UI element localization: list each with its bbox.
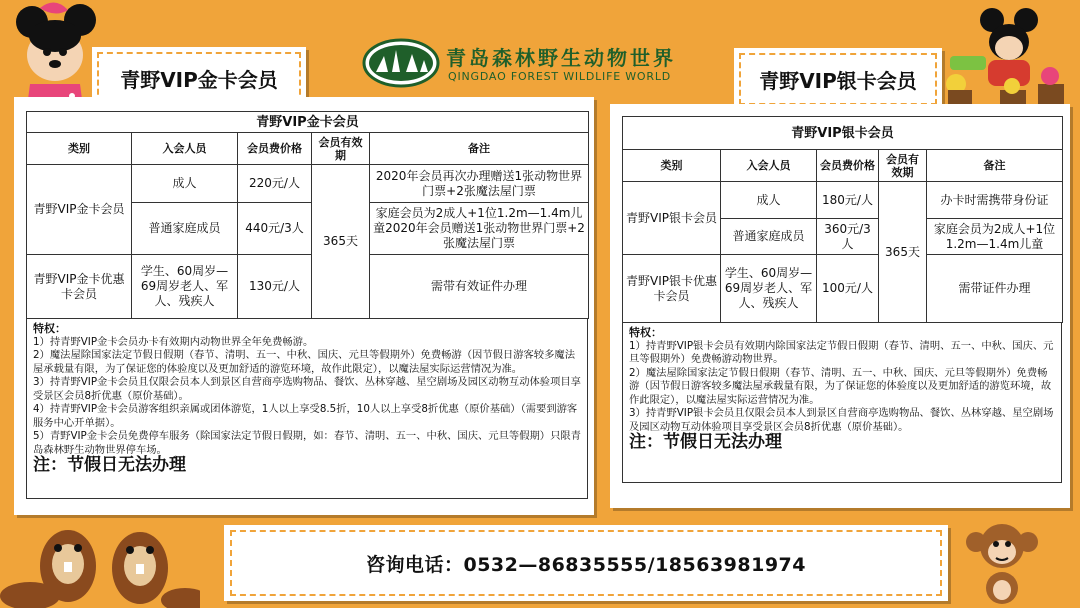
- gold-discount-note: 需带有效证件办理: [370, 255, 589, 319]
- silver-notes-box: [622, 323, 1062, 483]
- silver-family-note: 家庭会员为2成人+1位1.2m—1.4m儿童: [927, 219, 1063, 255]
- gold-discount-price: 130元/人: [238, 255, 312, 319]
- gold-validity: 365天: [312, 165, 370, 319]
- gold-category-standard: 青野VIP金卡会员: [27, 165, 132, 255]
- gold-family-person: 普通家庭成员: [132, 203, 238, 255]
- monkey-illustration: [962, 518, 1042, 606]
- silver-note-item: 3）持青野VIP银卡会员且仅限会员本人到景区自营商亭选购物品、餐饮、丛林穿越、星空剧场及园区动物互动体验项目享受景区会员8折优惠（原价基础）。: [629, 407, 1054, 433]
- silver-notes-title: 特权：: [629, 326, 662, 339]
- gold-heading: 青野VIP金卡会员: [97, 52, 301, 104]
- silver-discount-person: 学生、60周岁—69周岁老人、军人、残疾人: [721, 255, 817, 323]
- wildlife-logo-icon: [362, 38, 440, 88]
- silver-discount-price: 100元/人: [817, 255, 879, 323]
- silver-adult-note: 办卡时需携带身份证: [927, 182, 1063, 219]
- col-header-note: 备注: [370, 133, 589, 165]
- silver-adult-person: 成人: [721, 182, 817, 219]
- gold-note-item: 3）持青野VIP金卡会员且仅限会员本人到景区自营商亭选购物品、餐饮、丛林穿越、星空剧场及园区动物互动体验项目享受景区会员8折优惠（原价基础）。: [33, 376, 581, 402]
- silver-category-discount: 青野VIP银卡优惠卡会员: [623, 255, 721, 323]
- gold-panel: [14, 97, 594, 515]
- gold-note-item: 2）魔法屋除国家法定节假日假期（春节、清明、五一、中秋、国庆、元旦等假期外）免费畅游（因节假日游客较多魔法屋承载量有限，为了保证您的体验度以及更加舒适的游览环境，故作此限定），以魔法屋实际运营情况为准。: [33, 349, 575, 375]
- col-header-category: 类别: [623, 150, 721, 182]
- silver-family-person: 普通家庭成员: [721, 219, 817, 255]
- gold-discount-person: 学生、60周岁—69周岁老人、军人、残疾人: [132, 255, 238, 319]
- brand-name-cn: 青岛森林野生动物世界: [446, 46, 676, 70]
- contact-phone[interactable]: 咨询电话：0532—86835555/18563981974: [230, 530, 942, 596]
- silver-heading: 青野VIP银卡会员: [739, 53, 937, 105]
- col-header-member: 入会人员: [721, 150, 817, 182]
- silver-table: [622, 116, 1063, 323]
- brand-logo: [362, 38, 702, 90]
- mickey-gardening-illustration: [940, 6, 1076, 116]
- silver-family-price: 360元/3人: [817, 219, 879, 255]
- silver-discount-note: 需带证件办理: [927, 255, 1063, 323]
- col-header-price: 会员费价格: [238, 133, 312, 165]
- gold-family-note: 家庭会员为2成人+1位1.2m—1.4m儿童2020年会员赠送1张动物世界门票+2张魔法屋门票: [370, 203, 589, 255]
- gold-category-discount: 青野VIP金卡优惠卡会员: [27, 255, 132, 319]
- gold-warning: 注：节假日无法办理: [33, 455, 186, 475]
- brand-name-en: QINGDAO FOREST WILDLIFE WORLD: [448, 70, 672, 83]
- gold-notes-title: 特权：: [33, 322, 66, 335]
- silver-category-standard: 青野VIP银卡会员: [623, 182, 721, 255]
- col-header-category: 类别: [27, 133, 132, 165]
- silver-adult-price: 180元/人: [817, 182, 879, 219]
- silver-heading-box: [734, 48, 942, 110]
- contact-box: [224, 525, 948, 601]
- silver-note-item: 2）魔法屋除国家法定节假日假期（春节、清明、五一、中秋、国庆、元旦等假期外）免费畅游（因节假日游客较多魔法屋承载量有限，为了保证您的体验度以及更加舒适的游览环境，故作此限定），以魔法屋实际运营情况为准。: [629, 366, 1052, 406]
- gold-notes-box: [26, 319, 588, 499]
- gold-table-title: 青野VIP金卡会员: [27, 112, 589, 133]
- silver-table-title: 青野VIP银卡会员: [623, 117, 1063, 150]
- gold-table: [26, 111, 589, 319]
- silver-panel: [610, 104, 1070, 508]
- gold-content: [26, 111, 601, 499]
- gold-adult-person: 成人: [132, 165, 238, 203]
- gold-note-item: 5）青野VIP金卡会员免费停车服务（除国家法定节假日假期，如：春节、清明、五一、中秋、国庆、元旦等假期）只限青岛森林野生动物世界停车场。: [33, 430, 581, 456]
- gold-note-item: 1）持青野VIP金卡会员办卡有效期内动物世界全年免费畅游。: [33, 335, 314, 348]
- silver-warning: 注：节假日无法办理: [629, 432, 782, 452]
- col-header-member: 入会人员: [132, 133, 238, 165]
- col-header-note: 备注: [927, 150, 1063, 182]
- gold-adult-note: 2020年会员再次办理赠送1张动物世界门票+2张魔法屋门票: [370, 165, 589, 203]
- col-header-validity: 会员有效期: [879, 150, 927, 182]
- beaver-illustration: [0, 506, 200, 608]
- gold-adult-price: 220元/人: [238, 165, 312, 203]
- silver-validity: 365天: [879, 182, 927, 323]
- silver-content: [622, 116, 1062, 483]
- col-header-validity: 会员有效期: [312, 133, 370, 165]
- gold-note-item: 4）持青野VIP金卡会员游客组织亲属或团体游览，1人以上享受8.5折，10人以上享受8折优惠（原价基础）（需要到游客服务中心开单据）。: [33, 403, 578, 429]
- gold-family-price: 440元/3人: [238, 203, 312, 255]
- col-header-price: 会员费价格: [817, 150, 879, 182]
- silver-note-item: 1）持青野VIP银卡会员有效期内除国家法定节假日假期（春节、清明、五一、中秋、国庆、元旦等假期外）免费畅游动物世界。: [629, 339, 1054, 365]
